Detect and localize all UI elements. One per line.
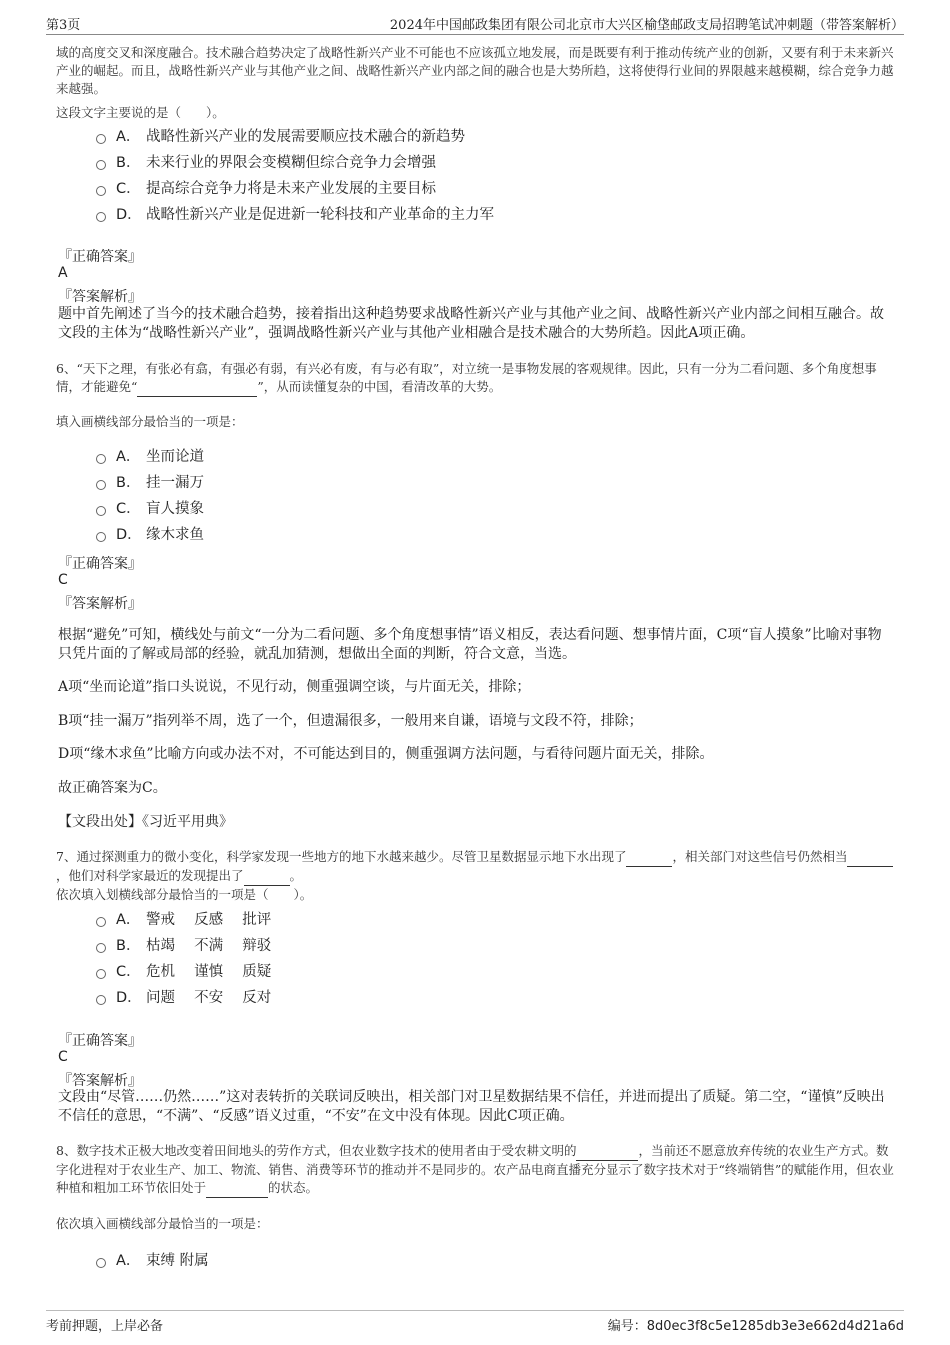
q8-instruction: 依次填入画横线部分最恰当的一项是： bbox=[56, 1216, 269, 1231]
q7-option-d[interactable]: D． 问题 不安 反对 bbox=[96, 987, 271, 1009]
radio-icon[interactable] bbox=[96, 1258, 106, 1268]
radio-icon[interactable] bbox=[96, 480, 106, 490]
page-header bbox=[46, 12, 904, 35]
q5-option-d[interactable]: D． 战略性新兴产业是促进新一轮科技和产业革命的主力军 bbox=[96, 204, 494, 226]
q6-option-d[interactable]: D． 缘木求鱼 bbox=[96, 524, 204, 546]
q5-analysis-label: 『答案解析』 bbox=[58, 289, 142, 305]
radio-icon[interactable] bbox=[96, 532, 106, 542]
q6-analysis-2: A项“坐而论道”指口头说说，不见行动，侧重强调空谈，与片面无关，排除； bbox=[58, 679, 531, 695]
q7-analysis-label: 『答案解析』 bbox=[58, 1073, 142, 1089]
radio-icon[interactable] bbox=[96, 212, 106, 222]
q8-blank-2 bbox=[206, 1179, 268, 1198]
radio-icon[interactable] bbox=[96, 917, 106, 927]
q8-stem: 8、数字技术正极大地改变着田间地头的劳作方式，但农业数字技术的使用者由于受农耕文明的 ，当前还不愿意放弃传统的农业生产方式。数字化进程对于农业生产、加工、物流、销售、消费等环节的推动并不是同步的。农产品电商直播充分显示了数字技术对于“终端销售”的赋能作用，但农业种植和粗加工环节依旧处于 的状态。 bbox=[56, 1142, 896, 1198]
q5-answer-label: 『正确答案』 bbox=[58, 249, 142, 265]
q5-answer: A bbox=[58, 265, 68, 281]
q6-analysis-1: 根据“避免”可知，横线处与前文“一分为二看问题、多个角度想事情”语义相反，表达看问题、想事情片面，C项“盲人摸象”比喻对事物只凭片面的了解或局部的经验，就乱加猜测，想做出全面的判断，符合文意，当选。 bbox=[58, 627, 882, 662]
radio-icon[interactable] bbox=[96, 943, 106, 953]
q7-blank-2 bbox=[847, 848, 893, 867]
q5-passage: 域的高度交叉和深度融合。技术融合趋势决定了战略性新兴产业不可能也不应该孤立地发展，而是既要有利于推动传统产业的创新，又要有利于未来新兴产业的崛起。而且，战略性新兴产业与其他产业之间、战略性新兴产业内部之间的融合也是大势所趋，这将使得行业间的界限越来越模糊，综合竞争力越来越强。 bbox=[56, 45, 894, 96]
q6-source: 【文段出处】《习近平用典》 bbox=[58, 814, 233, 830]
q7-analysis: 文段由“尽管……仍然……”这对表转折的关联词反映出，相关部门对卫星数据结果不信任，并进而提出了质疑。第二空，“谨慎”反映出不信任的意思，“不满”、“反感”语义过重，“不安”在文中没有体现。因此C项正确。 bbox=[58, 1089, 885, 1124]
radio-icon[interactable] bbox=[96, 134, 106, 144]
q7-option-b[interactable]: B． 枯竭 不满 辩驳 bbox=[96, 935, 271, 957]
q6-blank bbox=[137, 378, 257, 397]
q6-option-c[interactable]: C． 盲人摸象 bbox=[96, 498, 204, 520]
document-code: 编号：8d0ec3f8c5e1285db3e3e662d4d21a6d bbox=[607, 1319, 904, 1334]
footer-slogan: 考前押题，上岸必备 bbox=[46, 1319, 164, 1334]
q5-option-b[interactable]: B． 未来行业的界限会变模糊但综合竞争力会增强 bbox=[96, 152, 436, 174]
q6-analysis-3: B项“挂一漏万”指列举不周，选了一个，但遗漏很多，一般用来自谦，语境与文段不符，排除； bbox=[58, 713, 643, 729]
radio-icon[interactable] bbox=[96, 186, 106, 196]
q6-analysis-label: 『答案解析』 bbox=[58, 596, 142, 612]
q7-blank-1 bbox=[626, 848, 672, 867]
radio-icon[interactable] bbox=[96, 995, 106, 1005]
q5-analysis: 题中首先阐述了当今的技术融合趋势，接着指出这种趋势要求战略性新兴产业与其他产业之间、战略性新兴产业内部之间相互融合。故文段的主体为“战略性新兴产业”，强调战略性新兴产业与其他产业相融合是技术融合的大势所趋。因此A项正确。 bbox=[58, 306, 884, 341]
q6-stem: 6、“天下之理，有张必有翕，有强必有弱，有兴必有废，有与必有取”，对立统一是事物发展的客观规律。因此，只有一分为二看问题、多个角度想事情，才能避免“ ”，从而读懂复杂的中国，看清改革的大势。 bbox=[56, 360, 896, 397]
q5-question: 这段文字主要说的是（ ）。 bbox=[56, 105, 225, 120]
radio-icon[interactable] bbox=[96, 454, 106, 464]
q6-option-a[interactable]: A． 坐而论道 bbox=[96, 446, 204, 468]
q7-blank-3 bbox=[244, 867, 290, 886]
q8-blank-1 bbox=[576, 1142, 638, 1161]
radio-icon[interactable] bbox=[96, 160, 106, 170]
q5-option-a[interactable]: A． 战略性新兴产业的发展需要顺应技术融合的新趋势 bbox=[96, 126, 465, 148]
radio-icon[interactable] bbox=[96, 506, 106, 516]
q6-answer: C bbox=[58, 572, 68, 588]
q7-answer-label: 『正确答案』 bbox=[58, 1033, 142, 1049]
q6-answer-label: 『正确答案』 bbox=[58, 556, 142, 572]
q7-option-c[interactable]: C． 危机 谨慎 质疑 bbox=[96, 961, 271, 983]
q6-analysis-5: 故正确答案为C。 bbox=[58, 780, 167, 796]
q6-instruction: 填入画横线部分最恰当的一项是： bbox=[56, 414, 244, 429]
page-footer bbox=[46, 1310, 904, 1337]
q6-option-b[interactable]: B． 挂一漏万 bbox=[96, 472, 204, 494]
page-number: 第3页 bbox=[46, 18, 81, 33]
q7-stem: 7、通过探测重力的微小变化，科学家发现一些地方的地下水越来越少。尽管卫星数据显示地下水出现了 ，相关部门对这些信号仍然相当 ，他们对科学家最近的发现提出了 。 bbox=[56, 848, 896, 886]
q7-answer: C bbox=[58, 1049, 68, 1065]
q7-option-a[interactable]: A． 警戒 反感 批评 bbox=[96, 909, 271, 931]
q7-question: 依次填入划横线部分最恰当的一项是（ ）。 bbox=[56, 887, 313, 902]
q8-option-a[interactable]: A． 束缚 附属 bbox=[96, 1250, 209, 1272]
document-title: 2024年中国邮政集团有限公司北京市大兴区榆垡邮政支局招聘笔试冲刺题（带答案解析） bbox=[389, 18, 904, 33]
q5-option-c[interactable]: C． 提高综合竞争力将是未来产业发展的主要目标 bbox=[96, 178, 436, 200]
radio-icon[interactable] bbox=[96, 969, 106, 979]
q6-analysis-4: D项“缘木求鱼”比喻方向或办法不对，不可能达到目的，侧重强调方法问题，与看待问题片面无关，排除。 bbox=[58, 746, 714, 762]
